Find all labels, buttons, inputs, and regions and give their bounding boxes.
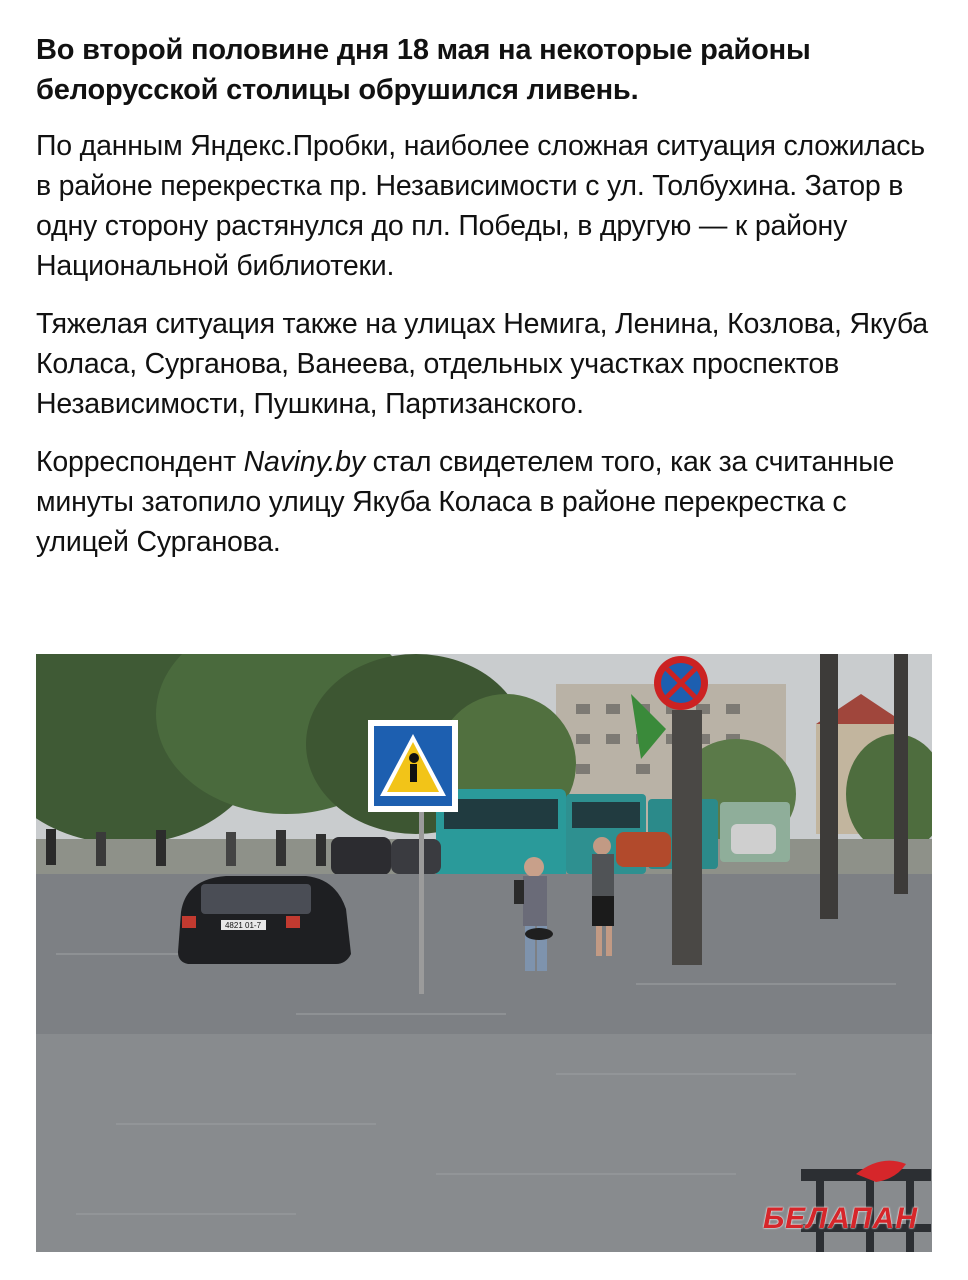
article-paragraph: По данным Яндекс.Пробки, наиболее сложная ситуация сложилась в районе перекрестка пр. Независимости с ул. Толбухина. Затор в одну сторону растянулся до пл. Победы, в другую — к району Национальной библиотеки.	[36, 130, 925, 282]
article-photo	[36, 654, 932, 1252]
license-plate: 4821 01-7	[224, 921, 262, 930]
flooded-street-illustration	[36, 654, 932, 1252]
article-paragraph	[36, 442, 936, 562]
paragraph-text: стал свидетелем того, как за считанные минуты затопило улицу Якуба Коласа в районе перекрестка с улицей Сурганова.	[36, 446, 895, 558]
article-paragraph: Тяжелая ситуация также на улицах Немига, Ленина, Козлова, Якуба Коласа, Сурганова, Ванеева, отдельных участках проспектов Независимости, Пушкина, Партизанского.	[36, 308, 928, 420]
source-link[interactable]: Naviny.by	[243, 446, 365, 478]
paragraph-text: Корреспондент	[36, 446, 244, 478]
photo-watermark: БЕЛАПАН	[762, 1202, 918, 1235]
article-lead: Во второй половине дня 18 мая на некоторые районы белорусской столицы обрушился ливень.	[36, 34, 811, 106]
article	[36, 30, 936, 580]
